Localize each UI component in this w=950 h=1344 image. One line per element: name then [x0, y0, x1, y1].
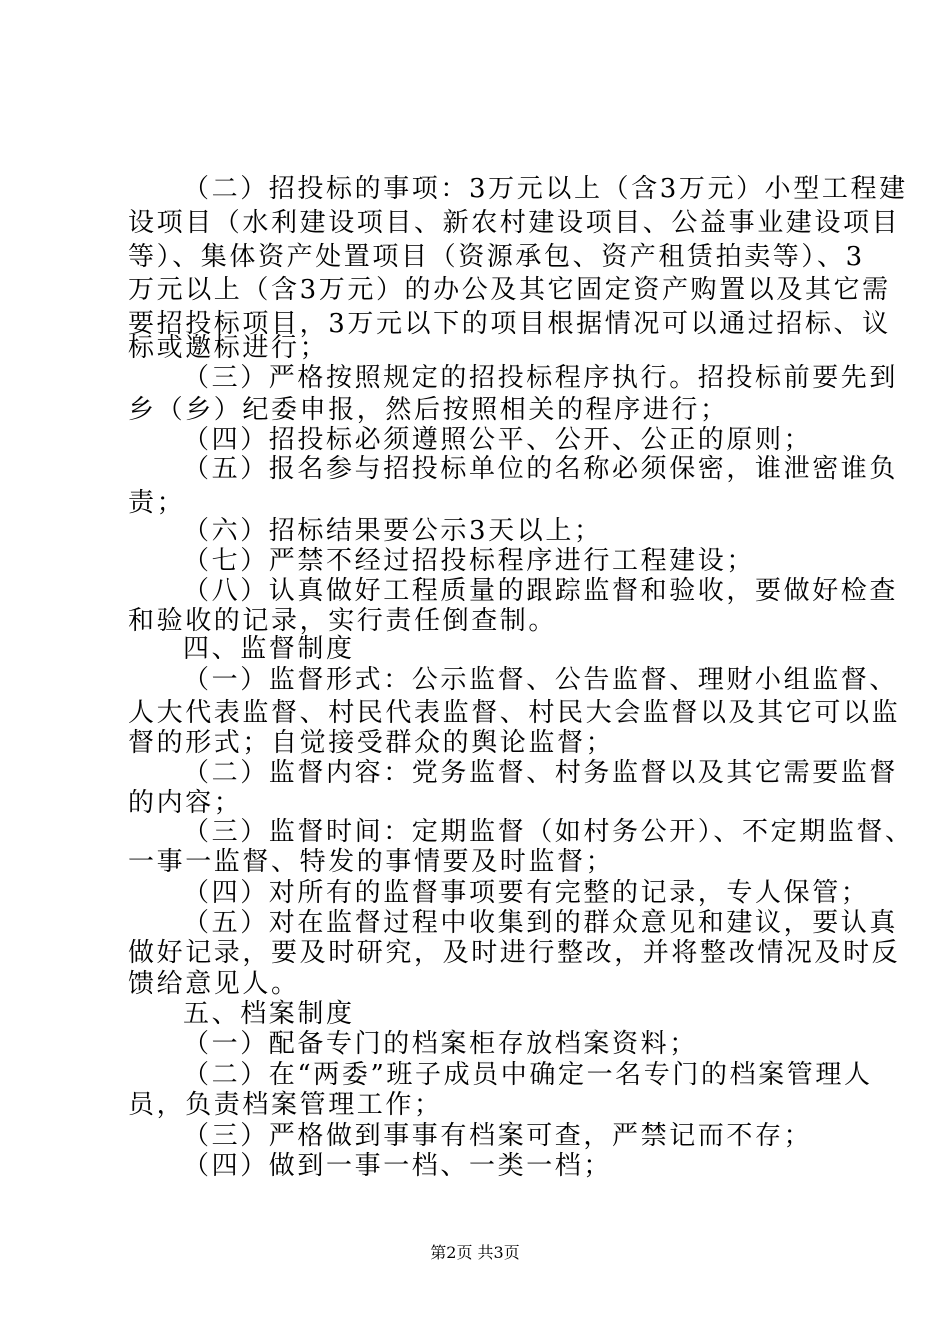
page-footer: 第2页 共3页 [430, 1243, 520, 1262]
section-heading: 五、档案制度 [183, 999, 355, 1029]
paragraph-line: （八）认真做好工程质量的跟踪监督和验收，要做好检查 [183, 576, 899, 606]
paragraph-line: （五）报名参与招投标单位的名称必须保密，谁泄密谁负 [183, 454, 899, 484]
paragraph-line: （三）监督时间：定期监督（如村务公开）、不定期监督、 [183, 817, 914, 847]
paragraph-line: 员，负责档案管理工作； [128, 1090, 443, 1120]
paragraph-line: 万元以上（含3万元）的办公及其它固定资产购置以及其它需 [128, 275, 891, 305]
paragraph-line: （一）监督形式：公示监督、公告监督、理财小组监督、 [183, 665, 899, 695]
paragraph-line: （七）严禁不经过招投标程序进行工程建设； [183, 546, 756, 576]
paragraph-line: 督的形式；自觉接受群众的舆论监督； [128, 728, 615, 758]
paragraph-line: 标或邀标进行； [128, 333, 329, 363]
paragraph-line: （二）在“两委”班子成员中确定一名专门的档案管理人 [183, 1060, 873, 1090]
paragraph-line: 责； [128, 488, 186, 518]
paragraph-line: 馈给意见人。 [128, 969, 300, 999]
paragraph-line: （四）招投标必须遵照公平、公开、公正的原则； [183, 425, 813, 455]
section-heading: 四、监督制度 [183, 634, 355, 664]
paragraph-line: 人大代表监督、村民代表监督、村民大会监督以及其它可以监 [128, 698, 901, 728]
paragraph-line: （三）严格按照规定的招投标程序执行。招投标前要先到 [183, 363, 899, 393]
paragraph-line: （四）做到一事一档、一类一档； [183, 1151, 613, 1181]
paragraph-line: （五）对在监督过程中收集到的群众意见和建议，要认真 [183, 908, 899, 938]
paragraph-line: 设项目（水利建设项目、新农村建设项目、公益事业建设项目 [128, 208, 901, 238]
paragraph-line: 的内容； [128, 788, 243, 818]
paragraph-line: 一事一监督、特发的事情要及时监督； [128, 847, 615, 877]
paragraph-line: （三）严格做到事事有档案可查，严禁记而不存； [183, 1121, 813, 1151]
paragraph-line: （一）配备专门的档案柜存放档案资料； [183, 1029, 698, 1059]
paragraph-line: 要招投标项目，3万元以下的项目根据情况可以通过招标、议 [128, 309, 891, 339]
paragraph-line: （二）招投标的事项：3万元以上（含3万元）小型工程建 [183, 174, 908, 204]
paragraph-line: （四）对所有的监督事项要有完整的记录，专人保管； [183, 878, 870, 908]
paragraph-line: （二）监督内容：党务监督、村务监督以及其它需要监督 [183, 758, 899, 788]
paragraph-line: 乡（乡）纪委申报，然后按照相关的程序进行； [128, 395, 729, 425]
paragraph-line: 等）、集体资产处置项目（资源承包、资产租赁拍卖等）、3 [128, 242, 865, 272]
paragraph-line: （六）招标结果要公示3天以上； [183, 516, 603, 546]
paragraph-line: 做好记录，要及时研究，及时进行整改，并将整改情况及时反 [128, 938, 901, 968]
paragraph-line: 和验收的记录，实行责任倒查制。 [128, 606, 558, 636]
